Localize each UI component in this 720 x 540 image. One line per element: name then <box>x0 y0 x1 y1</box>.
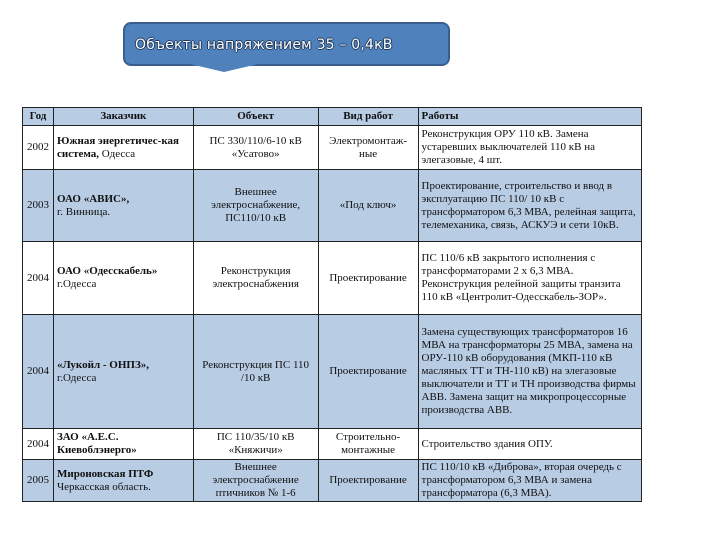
cell-type: Проектирование <box>318 315 418 429</box>
cell-year: 2005 <box>23 460 54 502</box>
banner-pointer <box>190 64 258 72</box>
cell-type: Электромонтаж-ные <box>318 126 418 170</box>
cell-type: Проектирование <box>318 460 418 502</box>
cell-year: 2004 <box>23 242 54 315</box>
header-client: Заказчик <box>53 108 193 126</box>
client-name: «Лукойл - ОНПЗ», <box>56 358 149 371</box>
client-name: ОАО «Одесскабель» <box>56 265 158 277</box>
cell-client <box>53 315 193 429</box>
cell-works: Строительство здания ОПУ. <box>418 429 641 460</box>
header-type: Вид работ <box>318 108 418 126</box>
table-header <box>23 108 642 126</box>
client-city: г.Одесса <box>56 278 97 290</box>
page-title: Объекты напряжением 35 – 0,4кВ <box>135 37 393 53</box>
cell-works: Замена существующих трансформаторов 16 МВА на трансформаторы 25 МВА, замена на ОРУ-110 кВ оборудования (МКП-110 кВ масляных ТТ и ТН-110 кВ) на элегазовые выключатели и ТТ и ТН производства фирмы АВВ. Замена защит на микропроцессорные производства АВВ. <box>418 315 641 429</box>
cell-object: ПС 330/110/6-10 кВ «Усатово» <box>193 126 318 170</box>
cell-works: Проектирование, строительство и ввод в эксплуатацию ПС 110/ 10 кВ с трансформатором 6,3 МВА, релейная защита, телемеханика, связь, АСКУЭ и сети 10кВ. <box>418 170 641 242</box>
client-name: Южная энергетичес-кая система, <box>56 134 179 160</box>
cell-type: «Под ключ» <box>318 170 418 242</box>
cell-type: Строительно-монтажные <box>318 429 418 460</box>
cell-year: 2004 <box>23 429 54 460</box>
client-city: Черкасская область. <box>56 480 151 493</box>
cell-client <box>53 460 193 502</box>
title-banner <box>123 22 450 66</box>
cell-works: ПС 110/6 кВ закрытого исполнения с трансформаторами 2 х 6,3 МВА. Реконструкция релейной защиты транзита 110 кВ «Центролит-Одесскабель-ЗОР». <box>418 242 641 315</box>
cell-client <box>53 429 193 460</box>
cell-works: ПС 110/10 кВ «Диброва», вторая очередь с трансформатором 6,3 МВА и замена трансформатора (6,3 МВА). <box>418 460 641 502</box>
cell-client <box>53 126 193 170</box>
cell-object: Реконструкция электроснабжения <box>193 242 318 315</box>
cell-client <box>53 242 193 315</box>
cell-object: Внешнее электроснабжение птичников № 1-6 <box>193 460 318 502</box>
objects-table <box>22 107 642 502</box>
client-name: ЗАО «А.Е.С. Киевоблэнерго» <box>56 431 137 456</box>
client-name: Мироновская ПТФ <box>56 467 154 480</box>
cell-works: Реконструкция ОРУ 110 кВ. Замена устаревших выключателей 110 кВ на элегазовые, 4 шт. <box>418 126 641 170</box>
table-row <box>23 126 642 170</box>
cell-object: Реконструкция ПС 110 /10 кВ <box>193 315 318 429</box>
client-city: г. Винница. <box>56 205 111 218</box>
cell-client <box>53 170 193 242</box>
cell-object: Внешнее электроснабжение, ПС110/10 кВ <box>193 170 318 242</box>
table-row <box>23 429 642 460</box>
header-year: Год <box>23 108 54 126</box>
table-row <box>23 242 642 315</box>
cell-type: Проектирование <box>318 242 418 315</box>
client-city: г.Одесса <box>56 371 97 384</box>
table-row <box>23 170 642 242</box>
table-row <box>23 315 642 429</box>
client-city: Одесса <box>99 147 136 160</box>
header-works: Работы <box>418 108 641 126</box>
cell-object: ПС 110/35/10 кВ «Княжичи» <box>193 429 318 460</box>
header-object: Объект <box>193 108 318 126</box>
cell-year: 2003 <box>23 170 54 242</box>
client-name: ОАО «АВИС», <box>56 192 130 205</box>
cell-year: 2002 <box>23 126 54 170</box>
table-row <box>23 460 642 502</box>
cell-year: 2004 <box>23 315 54 429</box>
